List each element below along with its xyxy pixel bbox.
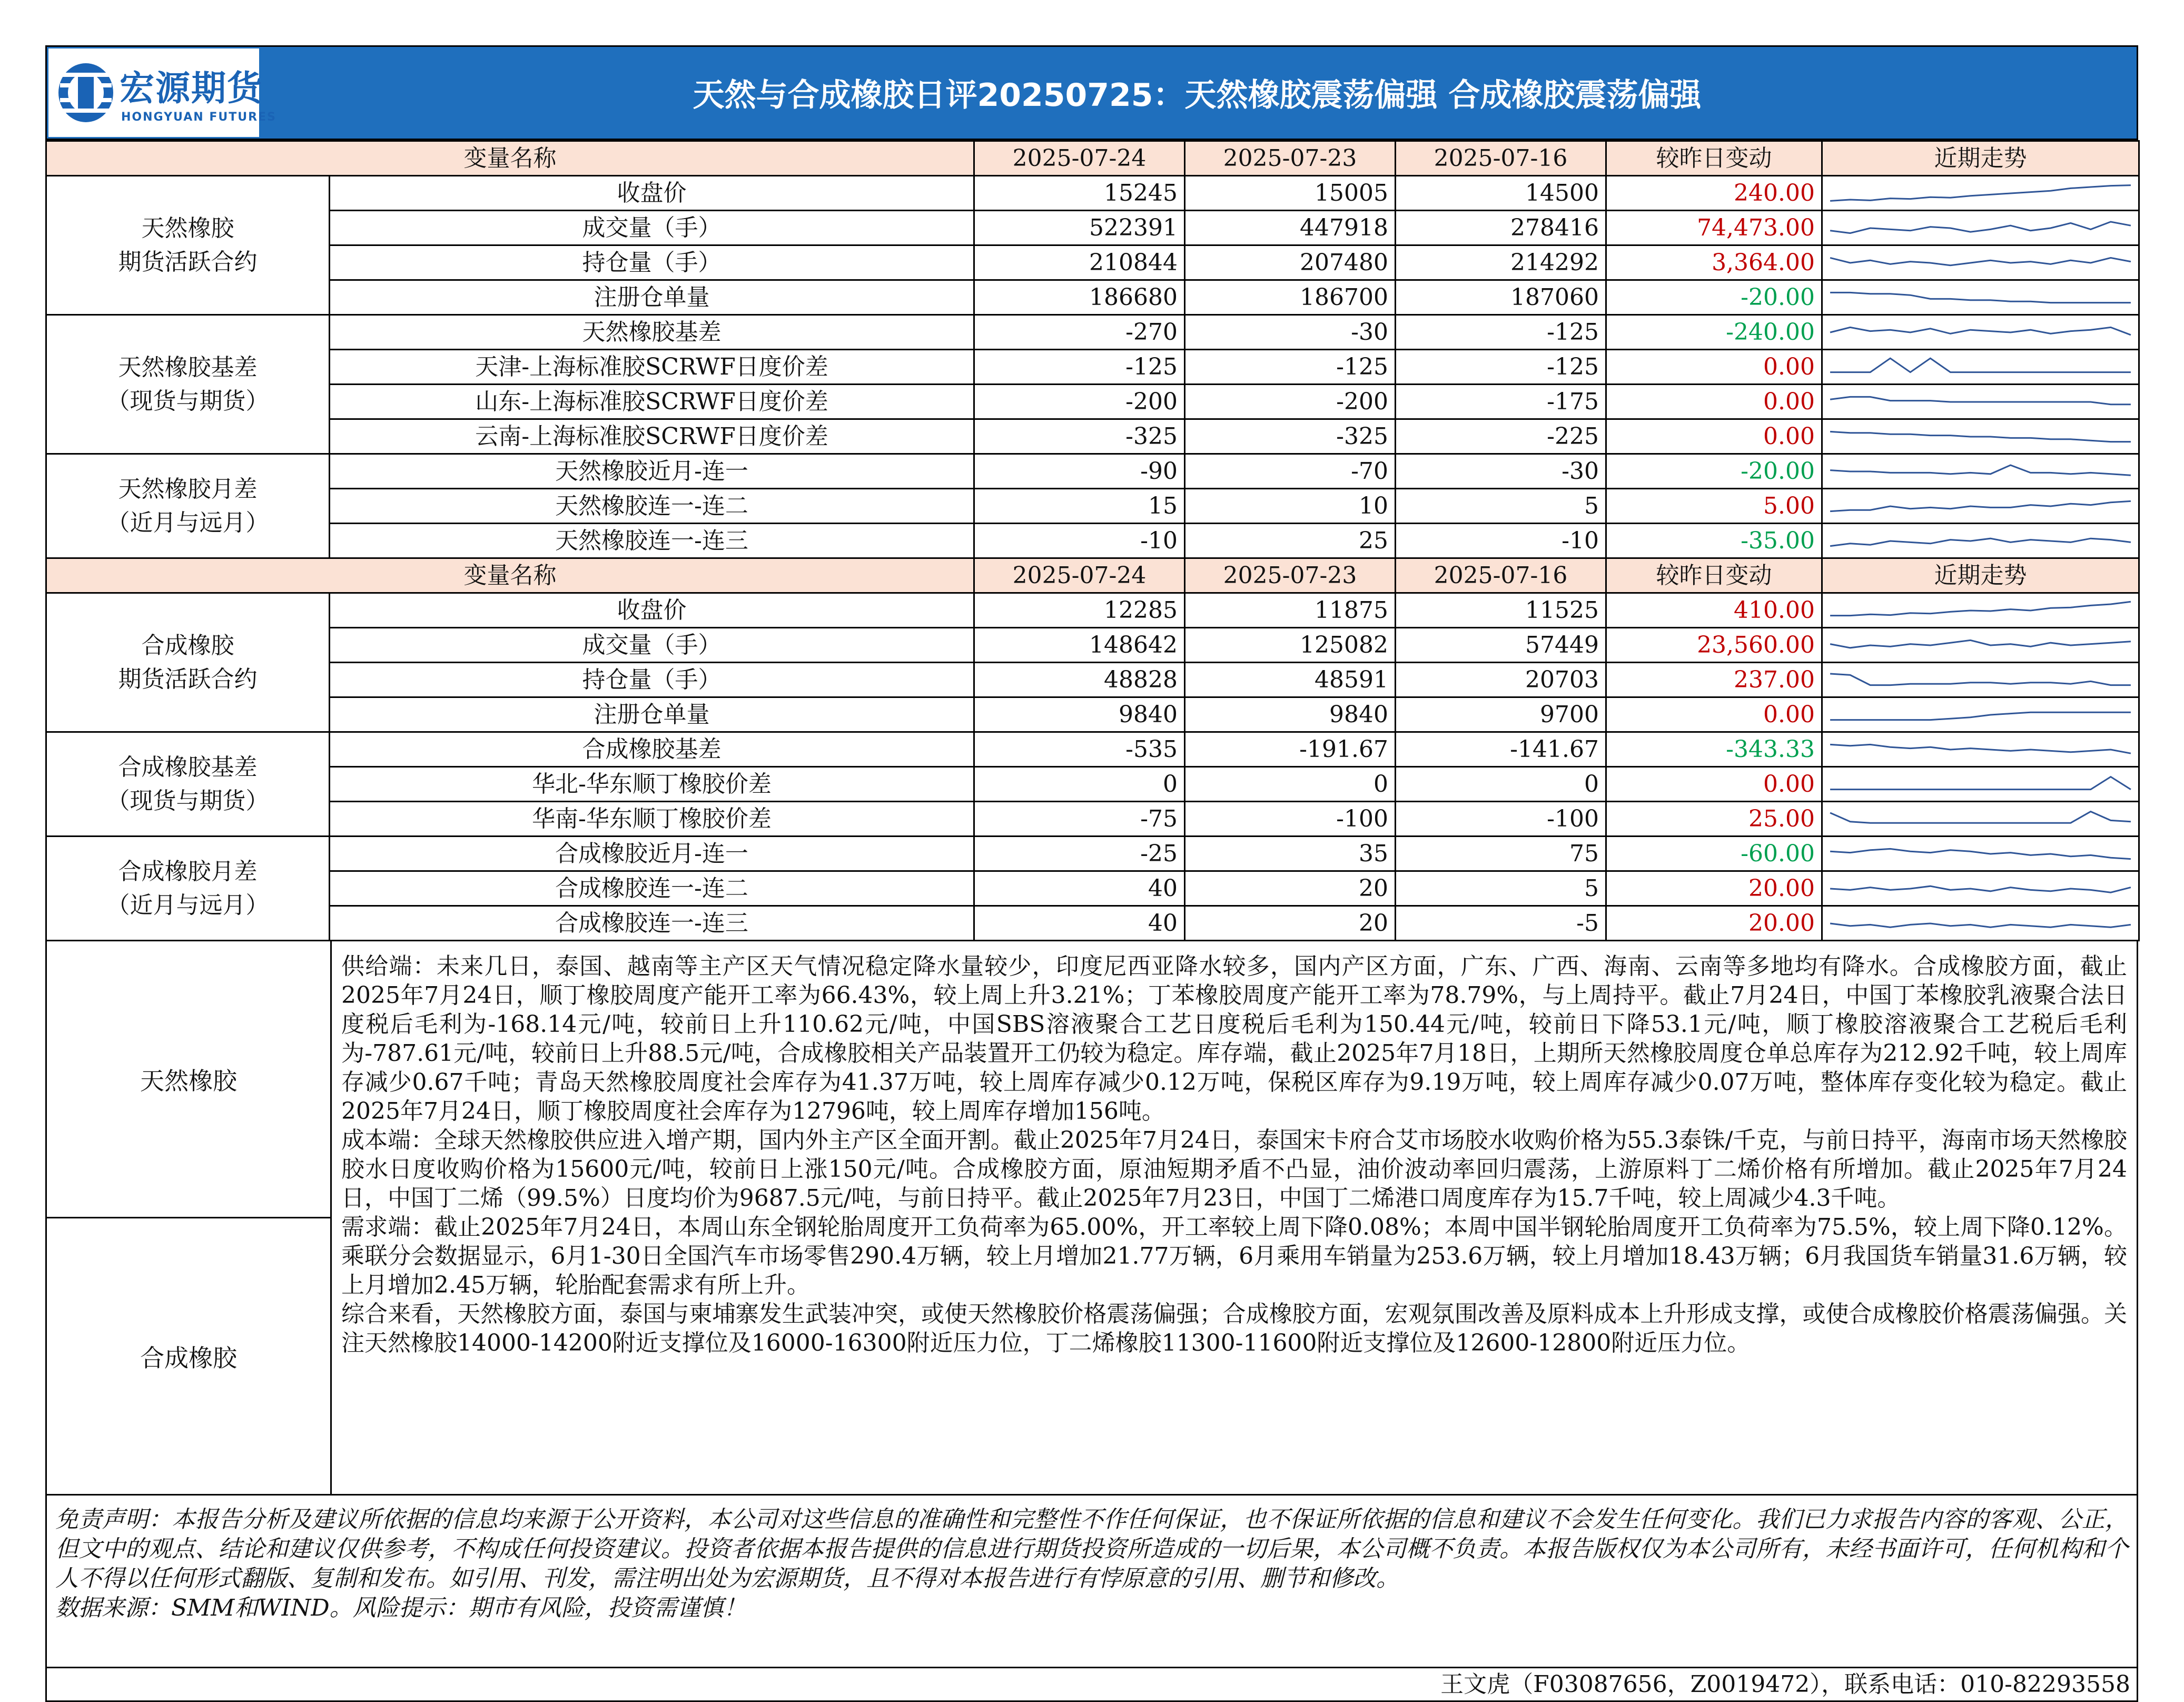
table-row <box>46 419 2139 454</box>
trend-sparkline <box>1826 457 2135 486</box>
value-v3: -5 <box>1396 906 1606 941</box>
trend-sparkline-cell <box>1822 489 2139 524</box>
table-row <box>46 176 2139 211</box>
table-row <box>46 837 2139 871</box>
commentary-text <box>332 941 2137 1494</box>
trend-line <box>1830 358 2131 372</box>
commentary-cost: 成本端：全球天然橡胶供应进入增产期，国内外主产区全面开割。截止2025年7月24日，泰国宋卡府合艾市场胶水收购价格为55.3泰铢/千克，与前日持平，海南市场天然橡胶胶水日度收购价格为15600元/吨，较前日上涨150元/吨。合成橡胶方面，原油短期矛盾不凸显，油价波动率回归震荡，上游原料丁二烯价格有所增加。截止2025年7月24日，中国丁二烯（99.5%）日度均价为9687.5元/吨，与前日持平。截止2025年7月23日，中国丁二烯港口周度库存为15.7千吨，较上周减少4.3千吨。 <box>341 1127 2127 1212</box>
value-v2: 0 <box>1185 767 1396 802</box>
trend-sparkline <box>1826 491 2135 521</box>
daily-change: -35.00 <box>1606 524 1822 558</box>
value-v3: 11525 <box>1396 593 1606 628</box>
trend-sparkline <box>1826 665 2135 695</box>
trend-line <box>1830 640 2131 647</box>
trend-line <box>1830 501 2131 511</box>
trend-line <box>1830 849 2131 859</box>
category-label-line: 合成橡胶基差 <box>118 753 258 781</box>
value-v3: 14500 <box>1396 176 1606 211</box>
variable-name: 天然橡胶基差 <box>330 315 974 350</box>
trend-line <box>1830 811 2131 823</box>
value-v2: 125082 <box>1185 628 1396 663</box>
header-trend: 近期走势 <box>1822 141 2139 176</box>
trend-sparkline <box>1826 387 2135 417</box>
daily-change: -20.00 <box>1606 280 1822 315</box>
variable-name: 天津-上海标准胶SCRWF日度价差 <box>330 350 974 385</box>
table-row <box>46 802 2139 837</box>
trend-sparkline <box>1826 631 2135 660</box>
trend-line <box>1830 776 2131 789</box>
value-v3: -125 <box>1396 350 1606 385</box>
commentary-demand: 需求端：截止2025年7月24日，本周山东全钢轮胎周度开工负荷率为65.00%，开工率较上周下降0.08%；本周中国半钢轮胎周度开工负荷率为75.5%，较上周下降0.12%。乘联分会数据显示，6月1-30日全国汽车市场零售290.4万辆，较上月增加21.77万辆，6月乘用车销量为253.6万辆，较上月增加18.43万辆；6月我国货车销量31.6万辆，较上月增加2.45万辆，轮胎配套需求有所上升。 <box>341 1214 2127 1298</box>
daily-change: 5.00 <box>1606 489 1822 524</box>
data-source: 数据来源：SMM和WIND。风险提示：期市有风险，投资需谨慎！ <box>55 1595 747 1621</box>
value-v3: 9700 <box>1396 697 1606 732</box>
value-v1: 48828 <box>974 663 1185 697</box>
header-trend: 近期走势 <box>1822 558 2139 593</box>
trend-sparkline <box>1826 596 2135 625</box>
category-label-line: 天然橡胶月差 <box>118 475 258 503</box>
commentary-label-synthetic: 合成橡胶 <box>47 1217 330 1494</box>
category-label-line: 天然橡胶 <box>141 214 234 242</box>
table-row <box>46 906 2139 941</box>
variable-name: 华南-华东顺丁橡胶价差 <box>330 802 974 837</box>
table-row <box>46 350 2139 385</box>
category-label-line: 期货活跃合约 <box>118 248 258 276</box>
variable-name: 收盘价 <box>330 176 974 211</box>
value-v3: 278416 <box>1396 211 1606 245</box>
value-v1: 186680 <box>974 280 1185 315</box>
table-row <box>46 767 2139 802</box>
trend-line <box>1830 712 2131 720</box>
value-v2: 25 <box>1185 524 1396 558</box>
rubber-data-table <box>45 140 2140 941</box>
trend-line <box>1830 431 2131 441</box>
variable-name: 天然橡胶连一-连三 <box>330 524 974 558</box>
category-label-line: （近月与远月） <box>106 509 269 536</box>
trend-sparkline-cell <box>1822 315 2139 350</box>
trend-line <box>1830 923 2131 927</box>
value-v1: -90 <box>974 454 1185 489</box>
daily-change: 410.00 <box>1606 593 1822 628</box>
value-v3: -141.67 <box>1396 732 1606 767</box>
category-label <box>46 593 330 732</box>
table-row <box>46 280 2139 315</box>
value-v2: -125 <box>1185 350 1396 385</box>
daily-change: 20.00 <box>1606 871 1822 906</box>
value-v3: -30 <box>1396 454 1606 489</box>
variable-name: 持仓量（手） <box>330 663 974 697</box>
category-label <box>46 454 330 558</box>
header-d3: 2025-07-16 <box>1396 141 1606 176</box>
daily-change: 25.00 <box>1606 802 1822 837</box>
category-label <box>46 837 330 941</box>
trend-sparkline <box>1826 735 2135 764</box>
header-d1: 2025-07-24 <box>974 141 1185 176</box>
value-v2: 35 <box>1185 837 1396 871</box>
value-v2: 11875 <box>1185 593 1396 628</box>
category-label-line: （现货与期货） <box>106 387 269 415</box>
variable-name: 华北-华东顺丁橡胶价差 <box>330 767 974 802</box>
trend-sparkline <box>1826 804 2135 834</box>
daily-change: 237.00 <box>1606 663 1822 697</box>
daily-change: 23,560.00 <box>1606 628 1822 663</box>
header-d2: 2025-07-23 <box>1185 141 1396 176</box>
variable-name: 山东-上海标准胶SCRWF日度价差 <box>330 385 974 419</box>
trend-sparkline <box>1826 909 2135 938</box>
header-d2: 2025-07-23 <box>1185 558 1396 593</box>
table-row <box>46 524 2139 558</box>
commentary-labels <box>47 941 332 1494</box>
variable-name: 成交量（手） <box>330 211 974 245</box>
trend-sparkline-cell <box>1822 419 2139 454</box>
report-title: 天然与合成橡胶日评20250725：天然橡胶震荡偏强 合成橡胶震荡偏强 <box>693 77 1702 114</box>
commentary-label-natural: 天然橡胶 <box>140 1066 237 1095</box>
value-v3: -10 <box>1396 524 1606 558</box>
variable-name: 持仓量（手） <box>330 245 974 280</box>
trend-sparkline-cell <box>1822 837 2139 871</box>
trend-sparkline-cell <box>1822 524 2139 558</box>
value-v2: 20 <box>1185 871 1396 906</box>
table-row <box>46 663 2139 697</box>
daily-change: -60.00 <box>1606 837 1822 871</box>
category-label <box>46 315 330 454</box>
table-row <box>46 315 2139 350</box>
trend-sparkline-cell <box>1822 350 2139 385</box>
value-v1: 522391 <box>974 211 1185 245</box>
trend-sparkline-cell <box>1822 767 2139 802</box>
trend-line <box>1830 465 2131 475</box>
trend-sparkline <box>1826 839 2135 869</box>
header-change: 较昨日变动 <box>1606 141 1822 176</box>
value-v3: 5 <box>1396 871 1606 906</box>
table-header-row <box>46 141 2139 176</box>
value-v1: 40 <box>974 906 1185 941</box>
category-label-line: 合成橡胶 <box>141 632 234 659</box>
daily-change: 3,364.00 <box>1606 245 1822 280</box>
variable-name: 天然橡胶连一-连二 <box>330 489 974 524</box>
value-v1: -75 <box>974 802 1185 837</box>
header-d1: 2025-07-24 <box>974 558 1185 593</box>
daily-change: -240.00 <box>1606 315 1822 350</box>
value-v3: -125 <box>1396 315 1606 350</box>
value-v2: 10 <box>1185 489 1396 524</box>
value-v2: 15005 <box>1185 176 1396 211</box>
category-label-line: 天然橡胶基差 <box>118 353 258 381</box>
daily-change: 0.00 <box>1606 350 1822 385</box>
value-v2: 9840 <box>1185 697 1396 732</box>
value-v3: 5 <box>1396 489 1606 524</box>
table-row <box>46 385 2139 419</box>
trend-sparkline <box>1826 526 2135 556</box>
value-v2: 48591 <box>1185 663 1396 697</box>
variable-name: 合成橡胶基差 <box>330 732 974 767</box>
value-v1: -325 <box>974 419 1185 454</box>
value-v3: 187060 <box>1396 280 1606 315</box>
daily-change: 0.00 <box>1606 767 1822 802</box>
trend-line <box>1830 886 2131 892</box>
table-row <box>46 593 2139 628</box>
variable-name: 合成橡胶连一-连二 <box>330 871 974 906</box>
commentary-section <box>45 941 2138 1496</box>
disclaimer <box>45 1496 2138 1668</box>
trend-sparkline <box>1826 179 2135 208</box>
trend-line <box>1830 258 2131 265</box>
trend-line <box>1830 674 2131 685</box>
table-row <box>46 871 2139 906</box>
trend-sparkline-cell <box>1822 176 2139 211</box>
trend-sparkline <box>1826 874 2135 903</box>
value-v1: -200 <box>974 385 1185 419</box>
trend-sparkline-cell <box>1822 663 2139 697</box>
variable-name: 成交量（手） <box>330 628 974 663</box>
trend-sparkline-cell <box>1822 906 2139 941</box>
logo-mark-icon <box>57 61 115 124</box>
value-v3: -100 <box>1396 802 1606 837</box>
trend-sparkline-cell <box>1822 593 2139 628</box>
variable-name: 合成橡胶近月-连一 <box>330 837 974 871</box>
value-v1: 15 <box>974 489 1185 524</box>
value-v2: -200 <box>1185 385 1396 419</box>
analyst-contact: 王文虎（F03087656，Z0019472），联系电话：010-82293558 <box>45 1668 2138 1702</box>
table-row <box>46 245 2139 280</box>
disclaimer-text: 免责声明：本报告分析及建议所依据的信息均来源于公开资料，本公司对这些信息的准确性和完整性不作任何保证，也不保证所依据的信息和建议不会发生任何变化。我们已力求报告内容的客观、公正，但文中的观点、结论和建议仅供参考，不构成任何投资建议。投资者依据本报告提供的信息进行期货投资所造成的一切后果，本公司概不负责。本报告版权仅为本公司所有，未经书面许可，任何机构和个人不得以任何形式翻版、复制和发布。如引用、刊发，需注明出处为宏源期货，且不得对本报告进行有悖原意的引用、删节和修改。 <box>55 1506 2128 1592</box>
trend-sparkline-cell <box>1822 245 2139 280</box>
value-v1: 210844 <box>974 245 1185 280</box>
table-header-row <box>46 558 2139 593</box>
trend-sparkline-cell <box>1822 732 2139 767</box>
value-v2: 447918 <box>1185 211 1396 245</box>
table-row <box>46 697 2139 732</box>
variable-name: 合成橡胶连一-连三 <box>330 906 974 941</box>
trend-sparkline <box>1826 422 2135 451</box>
report-header <box>45 45 2138 140</box>
trend-sparkline <box>1826 213 2135 243</box>
value-v1: 0 <box>974 767 1185 802</box>
trend-line <box>1830 744 2131 753</box>
category-label-line: （现货与期货） <box>106 787 269 814</box>
trend-sparkline-cell <box>1822 628 2139 663</box>
trend-sparkline <box>1826 700 2135 730</box>
value-v1: -270 <box>974 315 1185 350</box>
value-v1: -125 <box>974 350 1185 385</box>
header-var-name: 变量名称 <box>46 558 974 593</box>
value-v3: 75 <box>1396 837 1606 871</box>
trend-line <box>1830 185 2131 201</box>
trend-line <box>1830 602 2131 615</box>
trend-sparkline <box>1826 283 2135 312</box>
variable-name: 收盘价 <box>330 593 974 628</box>
category-label-line: 期货活跃合约 <box>118 665 258 693</box>
commentary-supply: 供给端：未来几日，泰国、越南等主产区天气情况稳定降水量较少，印度尼西亚降水较多，国内产区方面，广东、广西、海南、云南等多地均有降水。合成橡胶方面，截止2025年7月24日，顺丁橡胶周度产能开工率为66.43%，较上周上升3.21%；丁苯橡胶周度产能开工率为78.79%，与上周持平。截止7月24日，中国丁苯橡胶乳液聚合法日度税后毛利为-168.14元/吨，较前日上升110.62元/吨，中国SBS溶液聚合工艺日度税后毛利为150.44元/吨，较前日下降53.1元/吨，顺丁橡胶溶液聚合工艺税后毛利为-787.61元/吨，较前日上升88.5元/吨，合成橡胶相关产品装置开工仍较为稳定。库存端，截止2025年7月18日，上期所天然橡胶周度仓单总库存为212.92千吨，较上周库存减少0.67千吨；青岛天然橡胶周度社会库存为41.37万吨，较上周库存减少0.12万吨，保税区库存为9.19万吨，较上周库存减少0.07万吨，整体库存变化较为稳定。截止2025年7月24日，顺丁橡胶周度社会库存为12796吨，较上周库存增加156吨。 <box>341 953 2127 1125</box>
value-v2: -325 <box>1185 419 1396 454</box>
commentary-summary: 综合来看，天然橡胶方面，泰国与柬埔寨发生武装冲突，或使天然橡胶价格震荡偏强；合成橡胶方面，宏观氛围改善及原料成本上升形成支撑，或使合成橡胶价格震荡偏强。关注天然橡胶14000-14200附近支撑位及16000-16300附近压力位，丁二烯橡胶11300-11600附近支撑位及12600-12800附近压力位。 <box>341 1301 2127 1356</box>
trend-sparkline-cell <box>1822 280 2139 315</box>
table-row <box>46 211 2139 245</box>
daily-change: -343.33 <box>1606 732 1822 767</box>
daily-change: 240.00 <box>1606 176 1822 211</box>
daily-change: 74,473.00 <box>1606 211 1822 245</box>
value-v3: 214292 <box>1396 245 1606 280</box>
table-row <box>46 732 2139 767</box>
variable-name: 注册仓单量 <box>330 697 974 732</box>
trend-sparkline-cell <box>1822 211 2139 245</box>
trend-sparkline <box>1826 318 2135 347</box>
value-v2: -30 <box>1185 315 1396 350</box>
report-page <box>45 45 2138 1702</box>
value-v1: 12285 <box>974 593 1185 628</box>
header-var-name: 变量名称 <box>46 141 974 176</box>
value-v2: 207480 <box>1185 245 1396 280</box>
variable-name: 注册仓单量 <box>330 280 974 315</box>
table-row <box>46 489 2139 524</box>
header-change: 较昨日变动 <box>1606 558 1822 593</box>
value-v2: 20 <box>1185 906 1396 941</box>
trend-line <box>1830 292 2131 302</box>
value-v2: -70 <box>1185 454 1396 489</box>
trend-line <box>1830 327 2131 335</box>
value-v3: 20703 <box>1396 663 1606 697</box>
value-v1: -10 <box>974 524 1185 558</box>
trend-sparkline <box>1826 248 2135 278</box>
value-v2: -191.67 <box>1185 732 1396 767</box>
trend-line <box>1830 538 2131 546</box>
category-label <box>46 732 330 837</box>
category-label <box>46 176 330 315</box>
table-row <box>46 454 2139 489</box>
trend-sparkline-cell <box>1822 697 2139 732</box>
trend-sparkline <box>1826 352 2135 382</box>
value-v3: 0 <box>1396 767 1606 802</box>
value-v1: 148642 <box>974 628 1185 663</box>
trend-sparkline-cell <box>1822 385 2139 419</box>
trend-sparkline <box>1826 770 2135 799</box>
daily-change: 0.00 <box>1606 697 1822 732</box>
logo-text-cn: 宏源期货 <box>120 68 263 109</box>
daily-change: 20.00 <box>1606 906 1822 941</box>
logo-text-en: HONGYUAN FUTURES <box>121 111 276 124</box>
value-v1: -535 <box>974 732 1185 767</box>
value-v1: 40 <box>974 871 1185 906</box>
value-v1: -25 <box>974 837 1185 871</box>
value-v1: 15245 <box>974 176 1185 211</box>
variable-name: 云南-上海标准胶SCRWF日度价差 <box>330 419 974 454</box>
category-label-line: 合成橡胶月差 <box>118 858 258 885</box>
trend-sparkline-cell <box>1822 871 2139 906</box>
daily-change: 0.00 <box>1606 385 1822 419</box>
variable-name: 天然橡胶近月-连一 <box>330 454 974 489</box>
value-v2: 186700 <box>1185 280 1396 315</box>
category-label-line: （近月与远月） <box>106 891 269 919</box>
company-logo <box>48 48 276 137</box>
trend-sparkline-cell <box>1822 802 2139 837</box>
value-v3: -225 <box>1396 419 1606 454</box>
table-row <box>46 628 2139 663</box>
value-v1: 9840 <box>974 697 1185 732</box>
value-v2: -100 <box>1185 802 1396 837</box>
header-d3: 2025-07-16 <box>1396 558 1606 593</box>
value-v3: -175 <box>1396 385 1606 419</box>
trend-line <box>1830 397 2131 404</box>
trend-line <box>1830 222 2131 233</box>
trend-sparkline-cell <box>1822 454 2139 489</box>
daily-change: -20.00 <box>1606 454 1822 489</box>
value-v3: 57449 <box>1396 628 1606 663</box>
daily-change: 0.00 <box>1606 419 1822 454</box>
